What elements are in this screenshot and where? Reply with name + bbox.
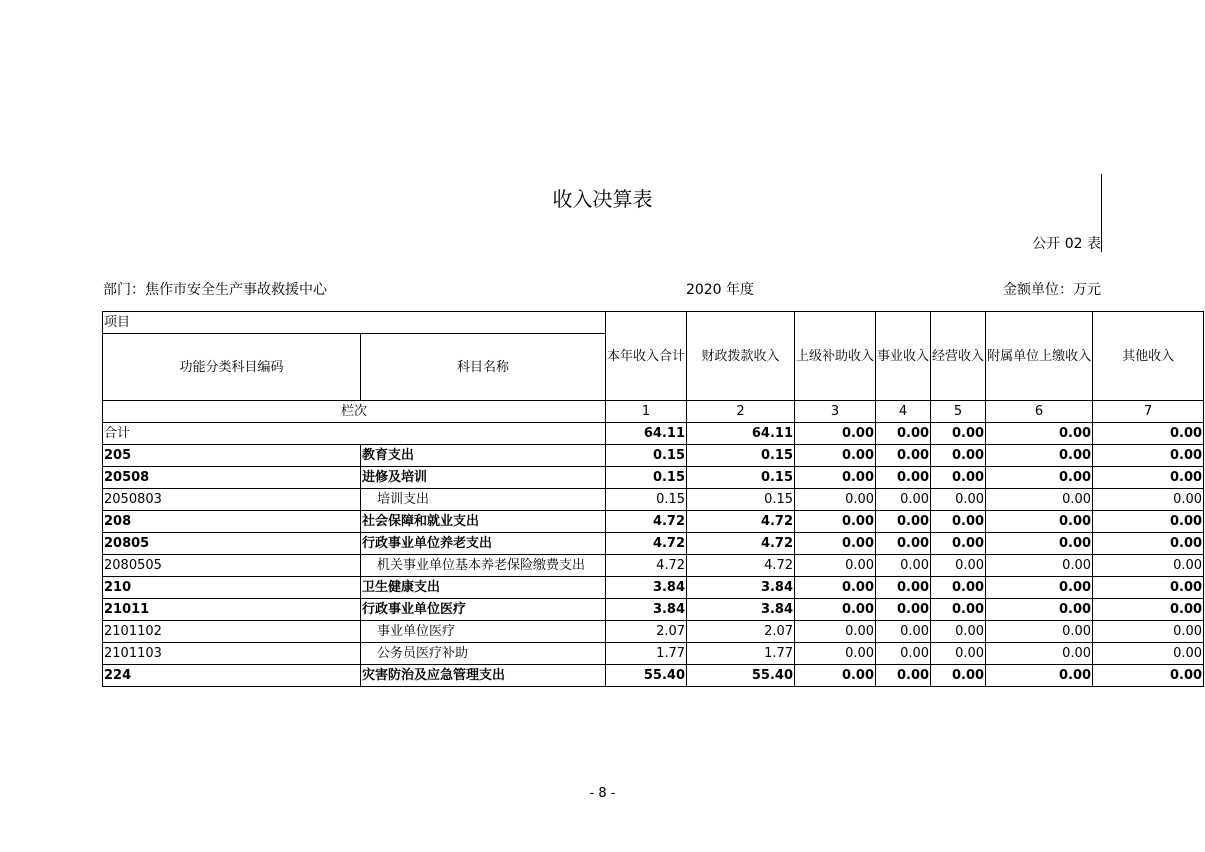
row-value: 0.00 bbox=[876, 621, 931, 643]
serial-1: 1 bbox=[606, 401, 687, 423]
row-value: 0.00 bbox=[876, 445, 931, 467]
row-value: 0.00 bbox=[931, 533, 986, 555]
row-value: 0.15 bbox=[687, 467, 795, 489]
total-row bbox=[103, 423, 1204, 445]
row-value: 0.00 bbox=[986, 621, 1093, 643]
row-value: 0.00 bbox=[986, 533, 1093, 555]
row-value: 0.00 bbox=[1093, 489, 1204, 511]
row-value: 1.77 bbox=[606, 643, 687, 665]
row-value: 0.00 bbox=[931, 511, 986, 533]
table-row bbox=[103, 511, 1204, 533]
total-label: 合计 bbox=[103, 423, 606, 445]
row-value: 0.00 bbox=[1093, 621, 1204, 643]
row-name: 进修及培训 bbox=[361, 467, 606, 489]
row-value: 0.00 bbox=[931, 599, 986, 621]
header-col6: 附属单位上缴收入 bbox=[986, 312, 1093, 401]
unit-label: 金额单位：万元 bbox=[1003, 282, 1101, 298]
row-value: 0.00 bbox=[1093, 467, 1204, 489]
table-row bbox=[103, 599, 1204, 621]
header-code: 功能分类科目编码 bbox=[103, 334, 361, 401]
row-code: 20508 bbox=[103, 467, 361, 489]
row-value: 0.00 bbox=[986, 489, 1093, 511]
row-value: 0.00 bbox=[1093, 533, 1204, 555]
row-value: 0.15 bbox=[606, 489, 687, 511]
page-number: - 8 - bbox=[589, 786, 616, 801]
table-row bbox=[103, 445, 1204, 467]
row-code: 205 bbox=[103, 445, 361, 467]
row-value: 3.84 bbox=[687, 599, 795, 621]
row-value: 0.00 bbox=[986, 511, 1093, 533]
header-col1: 本年收入合计 bbox=[606, 312, 687, 401]
row-value: 0.00 bbox=[795, 511, 876, 533]
row-name: 教育支出 bbox=[361, 445, 606, 467]
total-value: 0.00 bbox=[795, 423, 876, 445]
row-value: 0.00 bbox=[876, 489, 931, 511]
row-value: 0.00 bbox=[795, 445, 876, 467]
row-value: 0.00 bbox=[931, 643, 986, 665]
header-col2: 财政拨款收入 bbox=[687, 312, 795, 401]
row-value: 0.00 bbox=[1093, 643, 1204, 665]
row-value: 0.00 bbox=[1093, 577, 1204, 599]
row-name: 行政事业单位养老支出 bbox=[361, 533, 606, 555]
row-name: 社会保障和就业支出 bbox=[361, 511, 606, 533]
row-value: 55.40 bbox=[606, 665, 687, 687]
table-row bbox=[103, 577, 1204, 599]
row-value: 0.15 bbox=[606, 445, 687, 467]
row-code: 2101102 bbox=[103, 621, 361, 643]
row-code: 2101103 bbox=[103, 643, 361, 665]
row-value: 0.00 bbox=[986, 555, 1093, 577]
row-name: 卫生健康支出 bbox=[361, 577, 606, 599]
header-col4: 事业收入 bbox=[876, 312, 931, 401]
row-value: 0.00 bbox=[876, 599, 931, 621]
row-value: 2.07 bbox=[687, 621, 795, 643]
row-value: 0.00 bbox=[931, 621, 986, 643]
row-value: 0.00 bbox=[986, 599, 1093, 621]
header-col7: 其他收入 bbox=[1093, 312, 1204, 401]
row-value: 0.00 bbox=[931, 665, 986, 687]
row-value: 0.00 bbox=[986, 643, 1093, 665]
department-label: 部门：焦作市安全生产事故救援中心 bbox=[103, 282, 327, 298]
row-value: 3.84 bbox=[606, 577, 687, 599]
total-value: 64.11 bbox=[606, 423, 687, 445]
row-code: 21011 bbox=[103, 599, 361, 621]
table-row bbox=[103, 489, 1204, 511]
total-value: 0.00 bbox=[986, 423, 1093, 445]
row-value: 2.07 bbox=[606, 621, 687, 643]
row-value: 0.00 bbox=[986, 467, 1093, 489]
row-value: 55.40 bbox=[687, 665, 795, 687]
row-value: 0.00 bbox=[931, 467, 986, 489]
row-name: 事业单位医疗 bbox=[361, 621, 606, 643]
serial-5: 5 bbox=[931, 401, 986, 423]
serial-3: 3 bbox=[795, 401, 876, 423]
serial-4: 4 bbox=[876, 401, 931, 423]
total-value: 0.00 bbox=[1093, 423, 1204, 445]
row-value: 0.00 bbox=[1093, 445, 1204, 467]
table-row bbox=[103, 467, 1204, 489]
header-item: 项目 bbox=[103, 312, 606, 334]
row-value: 4.72 bbox=[606, 511, 687, 533]
row-name: 机关事业单位基本养老保险缴费支出 bbox=[361, 555, 606, 577]
row-value: 0.00 bbox=[795, 555, 876, 577]
table-row bbox=[103, 533, 1204, 555]
row-value: 3.84 bbox=[606, 599, 687, 621]
form-number: 公开 02 表 bbox=[1032, 236, 1101, 252]
row-code: 2080505 bbox=[103, 555, 361, 577]
row-value: 4.72 bbox=[687, 511, 795, 533]
row-value: 4.72 bbox=[687, 555, 795, 577]
row-value: 0.00 bbox=[795, 533, 876, 555]
row-value: 0.00 bbox=[931, 489, 986, 511]
serial-label: 栏次 bbox=[103, 401, 606, 423]
serial-row bbox=[103, 401, 1204, 423]
income-table bbox=[102, 311, 1204, 687]
row-value: 0.00 bbox=[876, 533, 931, 555]
row-value: 0.00 bbox=[795, 489, 876, 511]
row-value: 0.00 bbox=[876, 467, 931, 489]
row-value: 0.00 bbox=[795, 577, 876, 599]
row-code: 2050803 bbox=[103, 489, 361, 511]
row-value: 0.00 bbox=[931, 555, 986, 577]
row-value: 0.00 bbox=[795, 599, 876, 621]
row-value: 4.72 bbox=[687, 533, 795, 555]
row-value: 0.00 bbox=[795, 621, 876, 643]
row-value: 0.00 bbox=[795, 467, 876, 489]
row-name: 公务员医疗补助 bbox=[361, 643, 606, 665]
row-value: 0.15 bbox=[687, 489, 795, 511]
row-value: 0.00 bbox=[876, 555, 931, 577]
row-code: 20805 bbox=[103, 533, 361, 555]
year-label: 2020 年度 bbox=[685, 282, 755, 298]
row-code: 224 bbox=[103, 665, 361, 687]
row-name: 培训支出 bbox=[361, 489, 606, 511]
total-value: 64.11 bbox=[687, 423, 795, 445]
header-name: 科目名称 bbox=[361, 334, 606, 401]
row-value: 0.00 bbox=[876, 577, 931, 599]
row-value: 0.00 bbox=[876, 665, 931, 687]
row-name: 灾害防治及应急管理支出 bbox=[361, 665, 606, 687]
table-row bbox=[103, 665, 1204, 687]
row-value: 0.00 bbox=[931, 577, 986, 599]
row-value: 0.00 bbox=[1093, 511, 1204, 533]
header-col3: 上级补助收入 bbox=[795, 312, 876, 401]
row-value: 1.77 bbox=[687, 643, 795, 665]
row-value: 3.84 bbox=[687, 577, 795, 599]
total-value: 0.00 bbox=[876, 423, 931, 445]
row-value: 0.00 bbox=[986, 665, 1093, 687]
table-row bbox=[103, 643, 1204, 665]
row-value: 0.00 bbox=[795, 643, 876, 665]
row-value: 0.00 bbox=[1093, 555, 1204, 577]
table-row bbox=[103, 555, 1204, 577]
row-code: 210 bbox=[103, 577, 361, 599]
header-col5: 经营收入 bbox=[931, 312, 986, 401]
row-value: 0.15 bbox=[687, 445, 795, 467]
row-value: 0.00 bbox=[795, 665, 876, 687]
row-value: 4.72 bbox=[606, 555, 687, 577]
serial-2: 2 bbox=[687, 401, 795, 423]
row-value: 0.00 bbox=[1093, 599, 1204, 621]
row-value: 0.00 bbox=[986, 577, 1093, 599]
row-value: 0.00 bbox=[986, 445, 1093, 467]
row-value: 0.00 bbox=[1093, 665, 1204, 687]
row-value: 0.15 bbox=[606, 467, 687, 489]
row-value: 4.72 bbox=[606, 533, 687, 555]
total-value: 0.00 bbox=[931, 423, 986, 445]
serial-7: 7 bbox=[1093, 401, 1204, 423]
table-row bbox=[103, 621, 1204, 643]
page-title: 收入决算表 bbox=[552, 187, 653, 211]
row-value: 0.00 bbox=[876, 643, 931, 665]
row-name: 行政事业单位医疗 bbox=[361, 599, 606, 621]
serial-6: 6 bbox=[986, 401, 1093, 423]
row-value: 0.00 bbox=[876, 511, 931, 533]
row-value: 0.00 bbox=[931, 445, 986, 467]
row-code: 208 bbox=[103, 511, 361, 533]
